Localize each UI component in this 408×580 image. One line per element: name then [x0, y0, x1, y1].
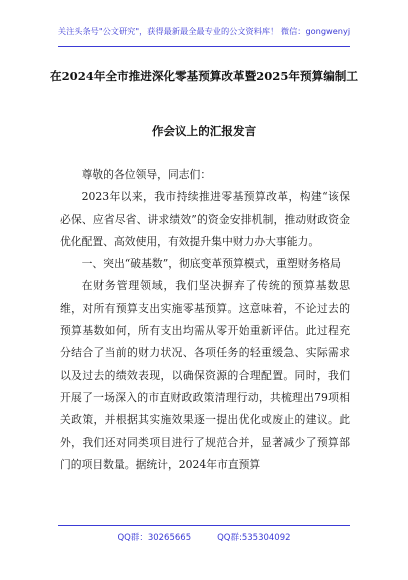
salutation: 尊敬的各位领导，同志们：: [81, 168, 212, 181]
header-divider: [58, 46, 350, 47]
footer-qq-group-1: QQ群：30265665: [117, 533, 192, 543]
document-title-line-2: 作会议上的汇报发言: [151, 124, 257, 138]
footer: [0, 531, 408, 543]
footer-divider: [58, 525, 350, 526]
paragraph-budget: 在财务管理领域，我们坚决摒弃了传统的预算基数思维，对所有预算支出实施零基预算。这意味着，不论过去的预算基数如何，所有支出均需从零开始重新评估。此过程充分结合了当前的财力状况、各项任务的轻重缓急、实际需求以及过去的绩效表现，以确保资源的合理配置。同时，我们开展了一场深入的市直财政政策清理行动，共梳理出79项相关政策，并根据其实施效果逐一提出优化或废止的建议。此外，我们还对同类项目进行了规范合并，显著减少了预算部门的项目数量。据统计，2024年市直预算: [60, 279, 350, 471]
paragraph-intro: 2023年以来，我市持续推进零基预算改革，构建“该保必保、应省尽省、讲求绩效”的资金安排机制，推动财政资金优化配置、高效使用，有效提升集中财力办大事能力。: [60, 190, 350, 248]
section-heading-1: 一、突出“破基数”，彻底变革预算模式，重塑财务格局: [81, 257, 341, 271]
footer-qq-group-2: QQ群:535304092: [217, 533, 291, 543]
document-body: [60, 164, 350, 476]
header-note: 关注头条号"公文研究"，获得最新最全最专业的公文资料库！ 微信：gongwenyj: [57, 26, 351, 36]
document-title-line-1: 在2024年全市推进深化零基预算改革暨2025年预算编制工: [49, 69, 358, 83]
